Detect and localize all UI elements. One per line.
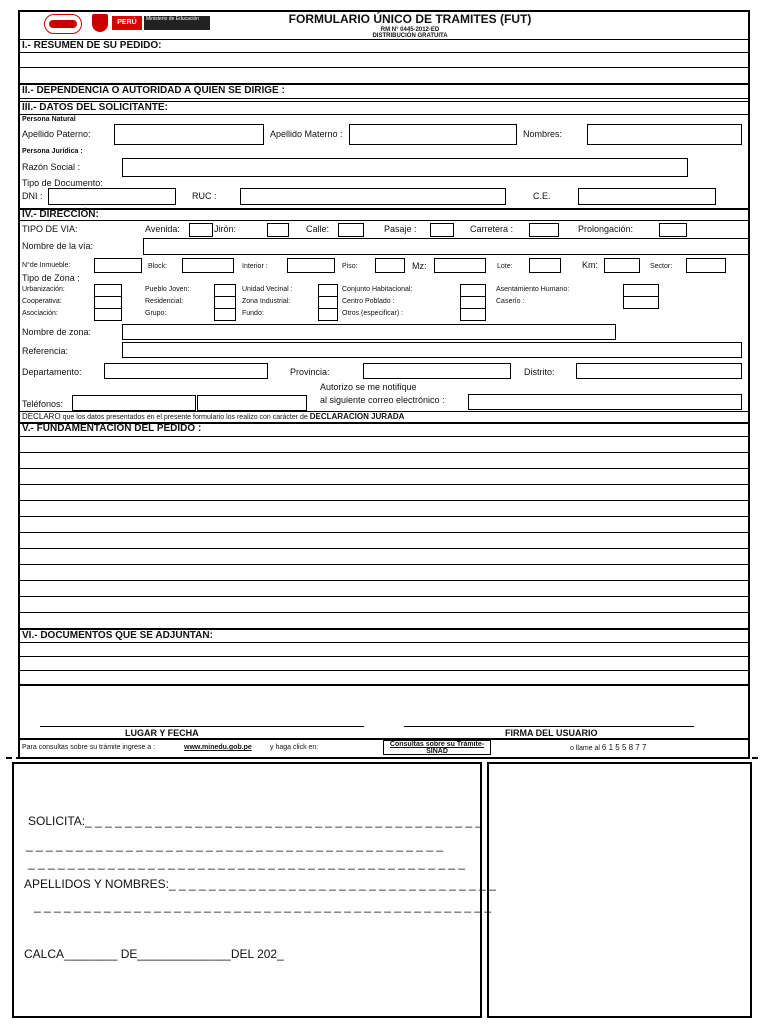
referencia-field[interactable] xyxy=(122,342,742,358)
asociacion-checkbox[interactable] xyxy=(94,308,122,321)
n-inmueble-label: N°de Inmueble: xyxy=(22,262,71,269)
carretera-checkbox[interactable] xyxy=(529,223,559,237)
correo-field[interactable] xyxy=(468,394,742,410)
razon-social-label: Razón Social : xyxy=(22,162,81,172)
mz-label: Mz: xyxy=(412,261,427,271)
section-5-title: V.- FUNDAMENTACIÓN DEL PEDIDO : xyxy=(22,423,202,434)
form-title: FORMULARIO ÚNICO DE TRAMITES (FUT) xyxy=(288,12,532,26)
llame-text xyxy=(570,744,646,752)
tipo-zona-label: Tipo de Zona : xyxy=(22,273,80,283)
tipo-via-label: TIPO DE VIA: xyxy=(22,224,78,234)
jiron-label: Jirón: xyxy=(214,224,237,234)
avenida-checkbox[interactable] xyxy=(189,223,213,237)
n-inmueble-field[interactable] xyxy=(94,258,142,273)
referencia-label: Referencia: xyxy=(22,346,69,356)
declaracion-jurada: DECLARACION JURADA xyxy=(309,412,405,421)
interior-field[interactable] xyxy=(287,258,335,273)
tipo-documento-label: Tipo de Documento: xyxy=(22,178,103,188)
centro-poblado-label: Centro Poblado : xyxy=(342,298,395,305)
cut-line xyxy=(6,757,758,759)
telefono1-field[interactable] xyxy=(72,395,196,411)
jiron-checkbox[interactable] xyxy=(267,223,289,237)
blank-box xyxy=(487,762,752,1018)
declaro-body: que los datos presentados en el presente formulario los realizo con carácter de xyxy=(62,414,308,421)
nombre-via-field[interactable] xyxy=(143,238,749,255)
apellido-paterno-label: Apellido Paterno: xyxy=(22,129,91,139)
distrito-label: Distrito: xyxy=(524,367,555,377)
form-distribution: DISTRIBUCIÓN GRATUITA xyxy=(372,33,448,39)
fundo-label: Fundo: xyxy=(242,310,264,317)
mz-field[interactable] xyxy=(434,258,486,273)
prolongacion-checkbox[interactable] xyxy=(659,223,687,237)
sector-field[interactable] xyxy=(686,258,726,273)
persona-natural-label: Persona Natural xyxy=(22,116,76,123)
pueblo-joven-label: Pueblo Joven: xyxy=(145,286,190,293)
telefono2-field[interactable] xyxy=(197,395,307,411)
section-1-title: I.- RESUMEN DE SU PEDIDO: xyxy=(22,40,162,51)
km-field[interactable] xyxy=(604,258,640,273)
caserio-label: Caserío : xyxy=(496,298,525,305)
departamento-label: Departamento: xyxy=(22,367,82,377)
minedu-link[interactable]: www.minedu.gob.pe xyxy=(184,744,252,751)
caserio-checkbox[interactable] xyxy=(623,296,659,309)
persona-juridica-label: Persona Jurídica : xyxy=(22,148,83,155)
dni-label: DNI : xyxy=(22,191,43,201)
asentamiento-humano-label: Asentamiento Humano: xyxy=(496,286,570,293)
apellidos-line-2: _ _ _ _ _ _ _ _ _ _ _ _ _ _ _ _ _ _ _ _ _ _ _ _ _ _ _ _ _ _ _ _ _ _ _ _ _ _ _ _ _ _ _ _ _ _ xyxy=(34,899,492,913)
conjunto-habitacional-label: Conjunto Habitacional: xyxy=(342,286,413,293)
declaro-word: DECLARO xyxy=(22,412,61,421)
solicita-line: SOLICITA:_ _ _ _ _ _ _ _ _ _ _ _ _ _ _ _ _ _ _ _ _ _ _ _ _ _ _ _ _ _ _ _ _ _ _ _ _ _ _ _ xyxy=(28,814,483,828)
telefonos-label: Teléfonos: xyxy=(22,399,64,409)
otros-checkbox[interactable] xyxy=(460,308,486,321)
section-4-title: IV.- DIRECCIÓN: xyxy=(22,209,99,220)
interior-label: Interior : xyxy=(242,263,268,270)
distrito-field[interactable] xyxy=(576,363,742,379)
haga-click-text: y haga click en: xyxy=(270,744,319,751)
calca-line: CALCA________ DE______________DEL 202_ xyxy=(24,947,284,961)
cooperativa-label: Cooperativa: xyxy=(22,298,62,305)
consultas-text: Para consultas sobre su trámite ingrese a : xyxy=(22,744,156,751)
solicita-line-2: _ _ _ _ _ _ _ _ _ _ _ _ _ _ _ _ _ _ _ _ _ _ _ _ _ _ _ _ _ _ _ _ _ _ _ _ _ _ _ _ _ _ xyxy=(26,838,443,852)
piso-field[interactable] xyxy=(375,258,405,273)
residencial-label: Residencial: xyxy=(145,298,184,305)
logo-ministry-text: Ministerio de Educación xyxy=(144,16,210,30)
sector-label: Sector: xyxy=(650,263,673,270)
razon-social-field[interactable] xyxy=(122,158,688,177)
km-label: Km: xyxy=(582,260,599,270)
dni-field[interactable] xyxy=(48,188,176,205)
pasaje-label: Pasaje : xyxy=(384,224,417,234)
ce-field[interactable] xyxy=(578,188,716,205)
section-6-title: VI.- DOCUMENTOS QUE SE ADJUNTAN: xyxy=(22,630,213,641)
pasaje-checkbox[interactable] xyxy=(430,223,454,237)
nombres-field[interactable] xyxy=(587,124,742,145)
apellidos-line: APELLIDOS Y NOMBRES:_ _ _ _ _ _ _ _ _ _ _ _ _ _ _ _ _ _ _ _ _ _ _ _ _ _ _ _ _ _ _ _ _ xyxy=(24,877,496,891)
departamento-field[interactable] xyxy=(104,363,268,379)
provincia-label: Provincia: xyxy=(290,367,330,377)
urbanizacion-label: Urbanización: xyxy=(22,286,65,293)
unidad-vecinal-label: Unidad Vecinal : xyxy=(242,286,293,293)
declaro-text xyxy=(22,413,404,421)
llame-label: o llame al xyxy=(570,745,600,752)
nombre-zona-label: Nombre de zona: xyxy=(22,327,92,337)
grupo-label: Grupo: xyxy=(145,310,167,317)
zona-industrial-label: Zona Industrial: xyxy=(242,298,291,305)
provincia-field[interactable] xyxy=(363,363,511,379)
lote-field[interactable] xyxy=(529,258,561,273)
apellido-materno-field[interactable] xyxy=(349,124,517,145)
ce-label: C.E. xyxy=(533,191,551,201)
fundo-checkbox[interactable] xyxy=(318,308,338,321)
calle-checkbox[interactable] xyxy=(338,223,364,237)
nombre-via-label: Nombre de la vía: xyxy=(22,241,94,251)
firma-line xyxy=(404,726,694,727)
block-field[interactable] xyxy=(182,258,234,273)
correo-label: al siguiente correo electrónico : xyxy=(320,395,445,405)
lugar-fecha-label: LUGAR Y FECHA xyxy=(125,728,199,738)
avenida-label: Avenida: xyxy=(145,224,180,234)
apellido-materno-label: Apellido Materno : xyxy=(270,129,343,139)
lugar-fecha-line xyxy=(40,726,364,727)
solicita-line-3: _ _ _ _ _ _ _ _ _ _ _ _ _ _ _ _ _ _ _ _ _ _ _ _ _ _ _ _ _ _ _ _ _ _ _ _ _ _ _ _ _ _ _ _ xyxy=(28,856,466,870)
form-rm: RM N° 0445-2012-ED xyxy=(380,27,440,33)
nombre-zona-field[interactable] xyxy=(122,324,616,340)
block-label: Block: xyxy=(148,263,168,270)
otros-label: Otros (especificar) : xyxy=(342,310,404,317)
calle-label: Calle: xyxy=(306,224,330,234)
carretera-label: Carretera : xyxy=(470,224,514,234)
autorizo-label: Autorizo se me notifique xyxy=(320,382,417,392)
logo-peru-text: PERÚ xyxy=(112,16,142,30)
grupo-checkbox[interactable] xyxy=(214,308,236,321)
phone-number: 6 1 5 5 8 7 7 xyxy=(601,743,647,752)
section-3-title: III.- DATOS DEL SOLICITANTE: xyxy=(22,102,168,113)
section-2-title: II.- DEPENDENCIA O AUTORIDAD A QUIEN SE DIRIGE : xyxy=(22,85,285,96)
prolongacion-label: Prolongación: xyxy=(578,224,634,234)
ruc-label: RUC : xyxy=(192,191,217,201)
ruc-field[interactable] xyxy=(240,188,506,205)
apellido-paterno-field[interactable] xyxy=(114,124,264,145)
firma-label: FIRMA DEL USUARIO xyxy=(505,728,598,738)
piso-label: Piso: xyxy=(342,263,358,270)
nombres-label: Nombres: xyxy=(523,129,563,139)
asociacion-label: Asociación: xyxy=(22,310,58,317)
lote-label: Lote: xyxy=(497,263,513,270)
consultas-sinad-button[interactable]: Consultas sobre su Trámite-SINAD xyxy=(383,740,491,755)
